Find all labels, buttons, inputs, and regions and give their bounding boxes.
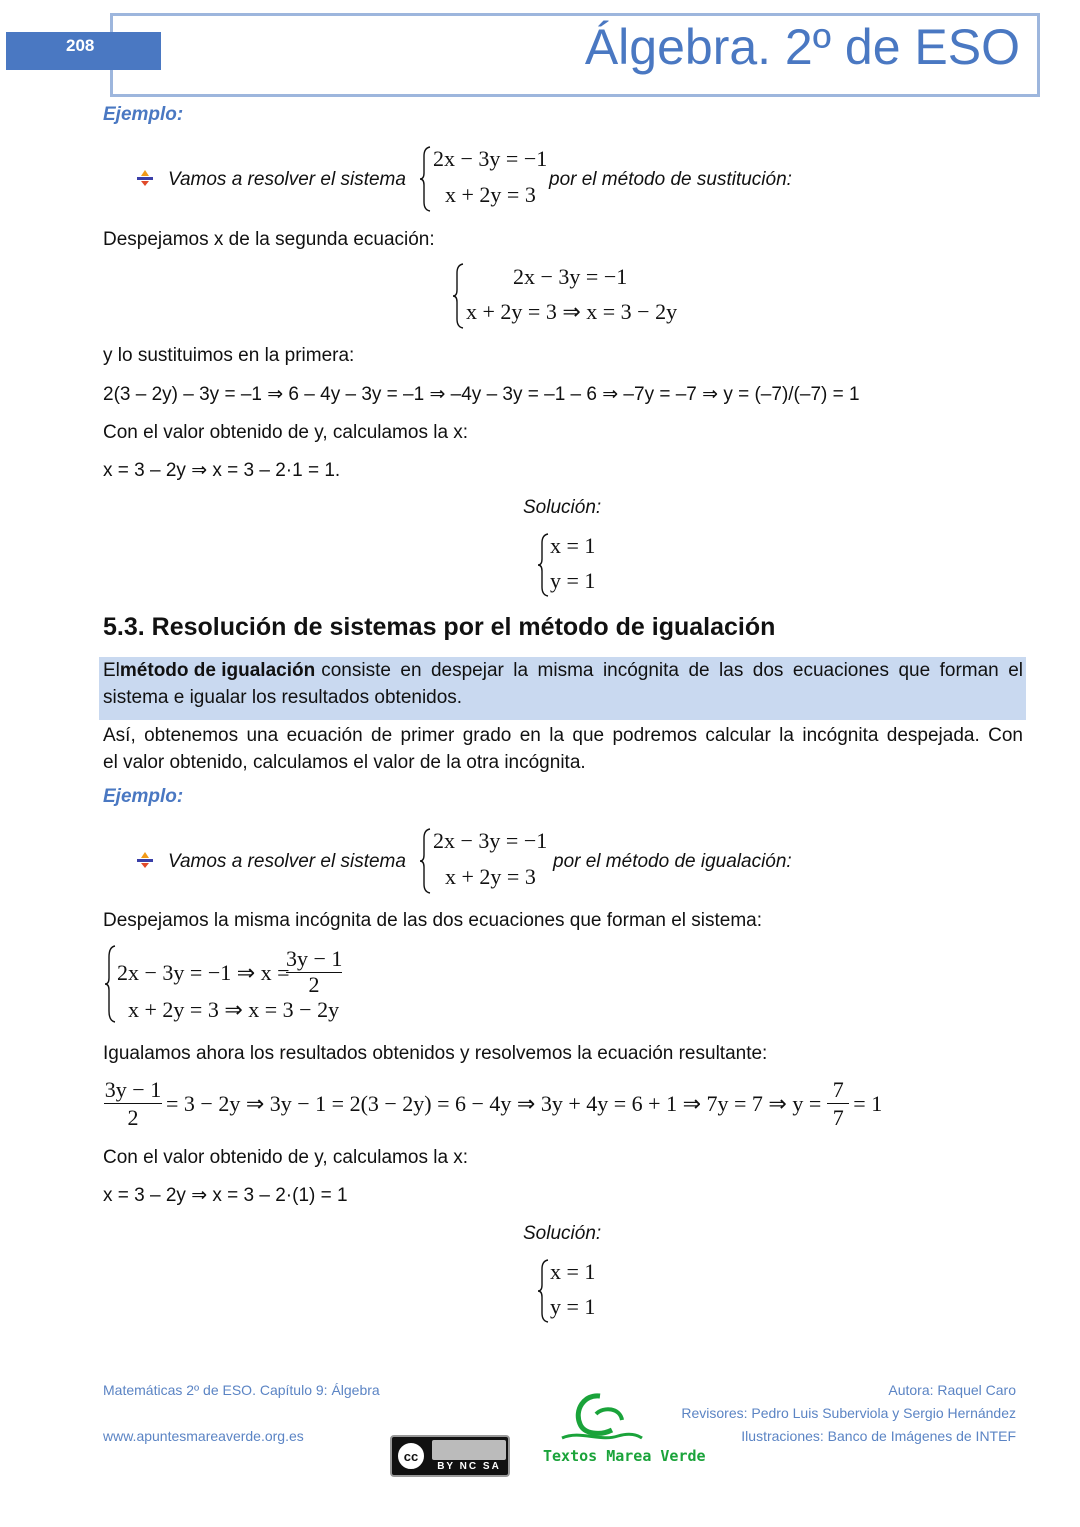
- fraction-numerator: 3y − 1: [104, 1077, 162, 1102]
- paragraph-line2: el valor obtenido, calculamos el valor de la otra incógnita.: [103, 752, 586, 773]
- def-bold: método de igualación: [119, 660, 316, 681]
- def-prefix: El: [103, 660, 120, 681]
- brace: [419, 828, 431, 894]
- paragraph-line1: Así, obtenemos una ecuación de primer grado en la que podremos calcular la incógnita despejada. Con: [103, 725, 1023, 746]
- solution-x: x = 1: [550, 533, 596, 558]
- footer-reviewers: Revisores: Pedro Luis Suberviola y Sergio Hernández: [681, 1405, 1016, 1421]
- system-eq2: x + 2y = 3 ⇒ x = 3 − 2y: [128, 997, 340, 1022]
- solution-y: y = 1: [550, 1294, 596, 1319]
- brace: [419, 146, 431, 212]
- fraction: [827, 1076, 849, 1131]
- section-heading: 5.3. Resolución de sistemas por el método de igualación: [103, 613, 776, 641]
- step-text: Despejamos la misma incógnita de las dos ecuaciones que forman el sistema:: [103, 910, 762, 931]
- brace: [452, 263, 464, 329]
- step-text: Con el valor obtenido de y, calculamos la x:: [103, 1147, 469, 1168]
- fraction-denominator: 2: [127, 1105, 139, 1130]
- footer-author: Autora: Raquel Caro: [888, 1382, 1016, 1398]
- bullet-icon: [136, 169, 154, 187]
- fraction-denominator: 7: [832, 1105, 844, 1130]
- definition-line2: sistema e igualar los resultados obtenidos.: [103, 687, 463, 708]
- system-eq2: x + 2y = 3: [445, 864, 536, 889]
- footer-illustrations: Ilustraciones: Banco de Imágenes de INTEF: [741, 1428, 1016, 1444]
- fraction: [286, 946, 342, 997]
- page-title: Álgebra. 2º de ESO: [584, 19, 1020, 75]
- substitution-line: 2(3 – 2y) – 3y = –1 ⇒ 6 – 4y – 3y = –1 ⇒ –4y – 3y = –1 – 6 ⇒ –7y = –7 ⇒ y = (–7)/(–7) = 1: [103, 384, 860, 405]
- intro-text: Vamos a resolver el sistema: [168, 169, 406, 190]
- example-label: Ejemplo:: [103, 786, 184, 807]
- system-eq1: 2x − 3y = −1: [433, 828, 548, 853]
- cc-license-badge: [390, 1435, 510, 1477]
- system-eq2: x + 2y = 3 ⇒ x = 3 − 2y: [466, 299, 678, 324]
- brace: [537, 533, 549, 597]
- definition-line1: [103, 657, 1023, 684]
- license-text: BY NC SA: [437, 1461, 501, 1472]
- system-eq1: 2x − 3y = −1 ⇒ x =: [117, 960, 290, 985]
- intro-suffix: por el método de igualación:: [553, 851, 792, 872]
- equation-middle: = 3 − 2y ⇒ 3y − 1 = 2(3 − 2y) = 6 − 4y ⇒ 3y + 4y = 6 + 1 ⇒ 7y = 7 ⇒ y =: [166, 1090, 822, 1116]
- fraction-numerator: 7: [827, 1076, 849, 1104]
- fraction-numerator: 3y − 1: [286, 946, 343, 971]
- intro-text: Vamos a resolver el sistema: [168, 851, 406, 872]
- footer-website[interactable]: www.apuntesmareaverde.org.es: [103, 1428, 304, 1444]
- brace: [537, 1259, 549, 1323]
- system-eq1: 2x − 3y = −1: [513, 264, 628, 289]
- page-number: 208: [66, 36, 95, 55]
- logo-text: Textos Marea Verde: [543, 1447, 706, 1465]
- example-label: Ejemplo:: [103, 104, 184, 125]
- solution-y: y = 1: [550, 568, 596, 593]
- x-line: x = 3 – 2y ⇒ x = 3 – 2·1 = 1.: [103, 460, 341, 481]
- solution-label: Solución:: [523, 497, 602, 518]
- intro-suffix: por el método de sustitución:: [549, 169, 792, 190]
- wave-logo-icon: [560, 1392, 644, 1444]
- cc-icon: [395, 1440, 427, 1472]
- equation-line: [104, 1076, 882, 1131]
- step-text: Con el valor obtenido de y, calculamos la x:: [103, 422, 469, 443]
- equation-end: = 1: [853, 1090, 883, 1116]
- brace: [104, 945, 116, 1023]
- step-text: y lo sustituimos en la primera:: [103, 345, 355, 366]
- solution-label: Solución:: [523, 1223, 602, 1244]
- bullet-icon: [136, 851, 154, 869]
- step-text: Igualamos ahora los resultados obtenidos y resolvemos la ecuación resultante:: [103, 1043, 768, 1064]
- x-line: x = 3 – 2y ⇒ x = 3 – 2·(1) = 1: [103, 1185, 348, 1206]
- system-eq1: 2x − 3y = −1: [433, 146, 548, 171]
- system-eq2: x + 2y = 3: [445, 182, 536, 207]
- fraction: [104, 1076, 162, 1131]
- footer-course: Matemáticas 2º de ESO. Capítulo 9: Álgebra: [103, 1382, 380, 1398]
- solution-x: x = 1: [550, 1259, 596, 1284]
- step-text: Despejamos x de la segunda ecuación:: [103, 229, 435, 250]
- license-icons-strip: [432, 1440, 506, 1460]
- svg-text:cc: cc: [403, 1449, 419, 1464]
- def-rest: consiste en despejar la misma incógnita de las dos ecuaciones que forman el: [321, 660, 1023, 681]
- fraction-denominator: 2: [308, 972, 320, 997]
